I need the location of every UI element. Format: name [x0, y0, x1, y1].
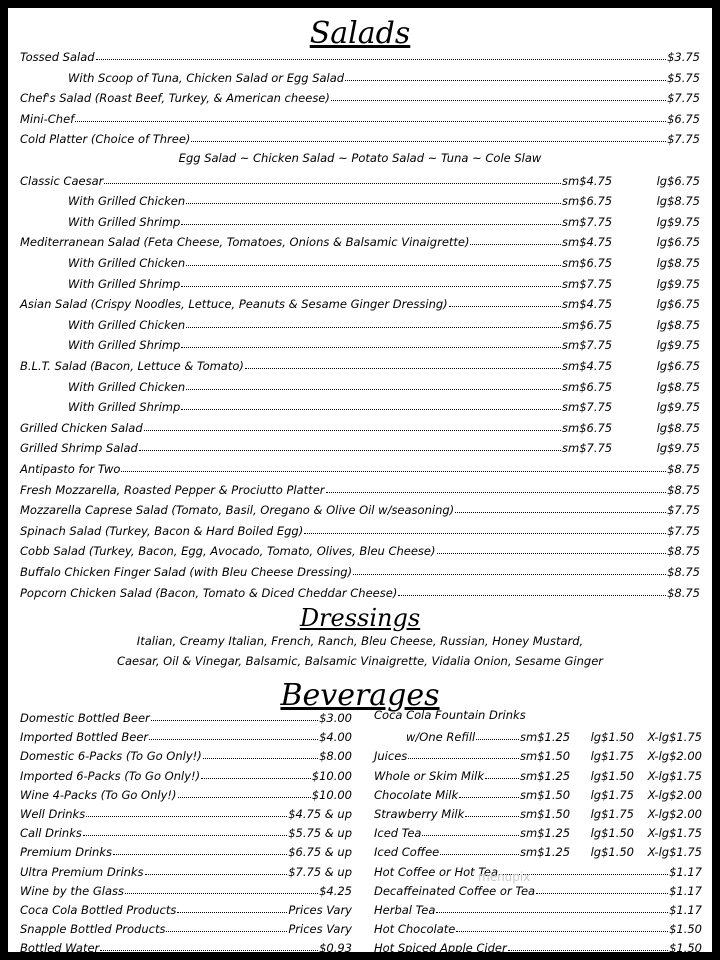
small-price: sm$4.75	[562, 173, 613, 188]
large-price: lg$1.75	[590, 787, 634, 802]
dot-leader	[331, 100, 666, 101]
small-price: sm$1.50	[520, 807, 571, 821]
xlarge-price: X-lg$1.75	[647, 826, 702, 841]
item-price: $10.00	[311, 787, 352, 802]
item-price: $1.50	[669, 941, 702, 956]
large-price: lg$9.75	[656, 441, 700, 456]
small-price: sm$7.75	[562, 441, 613, 456]
item-name: w/One Refill	[406, 730, 476, 745]
item-price: $8.75	[667, 462, 700, 476]
dot-leader	[149, 739, 318, 740]
small-price: sm$1.25	[520, 845, 571, 860]
large-price: lg$6.75	[656, 297, 700, 312]
large-price: lg$1.50	[590, 845, 634, 860]
dot-leader	[470, 244, 561, 245]
dot-leader	[326, 492, 667, 493]
item-name: Domestic Bottled Beer	[20, 711, 150, 725]
item-name: Whole or Skim Milk	[374, 768, 485, 783]
item-name: Imported Bottled Beer	[20, 730, 149, 745]
dot-leader	[436, 912, 668, 913]
dot-leader	[113, 854, 287, 855]
small-price: sm$7.75	[562, 400, 613, 415]
dressings-title: Dressings	[299, 604, 421, 632]
dot-leader	[398, 595, 666, 596]
dot-leader	[166, 931, 287, 932]
dot-leader	[86, 816, 287, 817]
item-price: $7.75	[667, 132, 700, 147]
item-name: With Grilled Shrimp	[68, 400, 181, 415]
beverage-row	[20, 859, 352, 879]
item-price: $7.75	[667, 91, 700, 106]
large-price: lg$8.75	[656, 379, 700, 394]
item-price: $10.00	[311, 768, 352, 783]
item-name: Mozzarella Caprese Salad (Tomato, Basil, Oregano & Olive Oil w/seasoning)	[20, 503, 455, 518]
small-price: sm$6.75	[562, 420, 613, 435]
beverage-row	[20, 935, 352, 955]
item-name: Grilled Chicken Salad	[20, 420, 143, 435]
item-name: Hot Chocolate	[374, 922, 456, 937]
sized-salad-row	[20, 188, 700, 208]
fountain-row	[374, 782, 702, 802]
large-price: lg$6.75	[656, 359, 700, 373]
small-price: sm$7.75	[562, 276, 613, 291]
item-name: Imported 6-Packs (To Go Only!)	[20, 768, 201, 783]
small-price: sm$1.50	[520, 749, 571, 764]
large-price: lg$1.75	[590, 749, 634, 764]
beverage-row	[20, 782, 352, 802]
item-name: Mini-Chef	[20, 111, 75, 126]
sized-salad-row	[20, 353, 700, 373]
dot-leader	[201, 778, 311, 779]
dot-leader	[304, 533, 666, 534]
large-price: lg$8.75	[656, 317, 700, 332]
large-price: lg$9.75	[656, 400, 700, 415]
beverage-row	[374, 859, 702, 879]
item-price: $1.17	[669, 883, 702, 898]
small-price: sm$1.25	[520, 768, 571, 783]
beverage-row	[20, 820, 352, 840]
small-price: sm$6.75	[562, 194, 613, 209]
xlarge-price: X-lg$1.75	[647, 768, 702, 783]
large-price: lg$8.75	[656, 420, 700, 435]
xlarge-price: X-lg$2.00	[647, 749, 702, 764]
small-price: sm$6.75	[562, 379, 613, 394]
small-price: sm$4.75	[562, 297, 613, 312]
dot-leader	[191, 141, 666, 142]
small-price: sm$7.75	[562, 338, 613, 353]
sized-salad-row	[20, 415, 700, 435]
salad-row	[20, 65, 700, 85]
sized-salad-row	[20, 435, 700, 455]
beverage-row	[20, 897, 352, 917]
large-price: lg$9.75	[656, 338, 700, 353]
dot-leader	[455, 512, 666, 513]
item-price: $3.00	[319, 711, 352, 725]
beverage-row	[374, 897, 702, 917]
beverage-row	[20, 916, 352, 936]
xlarge-price: X-lg$1.75	[647, 845, 702, 860]
large-price: lg$1.50	[590, 768, 634, 783]
small-price: sm$1.50	[520, 787, 571, 802]
fountain-row	[374, 820, 702, 840]
item-name: Hot Coffee or Hot Tea	[374, 864, 499, 879]
sized-salad-row	[20, 209, 700, 229]
sized-salad-row	[20, 394, 700, 414]
item-price: $4.75 & up	[288, 807, 352, 821]
item-name: Herbal Tea	[374, 903, 436, 917]
small-price: sm$1.25	[520, 730, 571, 745]
dot-leader	[145, 874, 288, 875]
item-name: With Grilled Shrimp	[68, 338, 181, 353]
dot-leader	[121, 471, 666, 472]
dot-leader	[456, 931, 668, 932]
item-name: With Grilled Shrimp	[68, 276, 181, 291]
item-name: Snapple Bottled Products	[20, 922, 166, 937]
salad-row	[20, 44, 700, 64]
item-name: Juices	[374, 749, 408, 764]
item-price: $4.00	[319, 730, 352, 745]
item-price: $6.75 & up	[288, 845, 352, 860]
large-price: lg$9.75	[656, 214, 700, 229]
item-name: Premium Drinks	[20, 845, 112, 860]
dot-leader	[104, 183, 561, 184]
salad-row	[20, 126, 700, 146]
beverage-row	[20, 743, 352, 763]
item-name: Bottled Water	[20, 941, 100, 956]
item-name: Coca Cola Bottled Products	[20, 903, 177, 917]
item-price: $8.75	[667, 544, 700, 559]
fountain-heading: Coca Cola Fountain Drinks	[374, 708, 526, 722]
dot-leader	[178, 797, 311, 798]
item-price: $7.75	[667, 523, 700, 538]
item-name: Cobb Salad (Turkey, Bacon, Egg, Avocado, Tomato, Olives, Bleu Cheese)	[20, 544, 436, 559]
dot-leader	[245, 368, 561, 369]
salad-row	[20, 456, 700, 476]
beverage-row	[20, 763, 352, 783]
item-price: $8.75	[667, 482, 700, 497]
sized-salad-row	[20, 250, 700, 270]
dot-leader	[485, 778, 519, 779]
small-price: sm$1.25	[520, 826, 571, 841]
item-name: Spinach Salad (Turkey, Bacon & Hard Boiled Egg)	[20, 523, 304, 538]
dot-leader	[177, 912, 287, 913]
item-name: Buffalo Chicken Finger Salad (with Bleu Cheese Dressing)	[20, 565, 353, 579]
large-price: lg$1.75	[590, 807, 634, 821]
item-price: $0.93	[319, 941, 352, 956]
item-price: Prices Vary	[288, 903, 352, 917]
item-name: Wine 4-Packs (To Go Only!)	[20, 787, 177, 802]
dot-leader	[422, 835, 519, 836]
item-price: $7.75 & up	[288, 864, 352, 879]
item-price: $7.75	[667, 503, 700, 518]
dot-leader	[186, 203, 561, 204]
salad-row	[20, 518, 700, 538]
item-name: Call Drinks	[20, 826, 82, 841]
cold-platter-choices: Egg Salad ~ Chicken Salad ~ Potato Salad ~ Tuna ~ Cole Slaw	[178, 151, 542, 165]
beverage-row	[20, 878, 352, 898]
large-price: lg$9.75	[656, 276, 700, 291]
item-name: Wine by the Glass	[20, 883, 125, 898]
item-name: Mediterranean Salad (Feta Cheese, Tomatoes, Onions & Balsamic Vinaigrette)	[20, 235, 470, 250]
item-name: B.L.T. Salad (Bacon, Lettuce & Tomato)	[20, 359, 244, 373]
large-price: lg$8.75	[656, 194, 700, 209]
beverages-title: Beverages	[280, 678, 440, 713]
dot-leader	[139, 450, 561, 451]
item-name: With Grilled Chicken	[68, 317, 186, 332]
dot-leader	[125, 893, 318, 894]
large-price: lg$1.50	[590, 826, 634, 841]
fountain-row	[374, 763, 702, 783]
small-price: sm$4.75	[562, 359, 613, 373]
item-price: $1.17	[669, 864, 702, 879]
sized-salad-row	[20, 271, 700, 291]
dot-leader	[181, 224, 561, 225]
small-price: sm$7.75	[562, 214, 613, 229]
item-name: With Grilled Chicken	[68, 379, 186, 394]
beverage-row	[20, 839, 352, 859]
small-price: sm$6.75	[562, 256, 613, 270]
item-name: Well Drinks	[20, 807, 86, 821]
item-name: Decaffeinated Coffee or Tea	[374, 883, 536, 898]
large-price: lg$6.75	[656, 235, 700, 250]
sized-salad-row	[20, 312, 700, 332]
xlarge-price: X-lg$2.00	[647, 787, 702, 802]
dot-leader	[83, 835, 287, 836]
large-price: lg$1.50	[590, 730, 634, 745]
small-price: sm$4.75	[562, 235, 613, 250]
dot-leader	[408, 758, 519, 759]
dressings-line-1: Italian, Creamy Italian, French, Ranch, Bleu Cheese, Russian, Honey Mustard,	[136, 634, 584, 648]
sized-salad-row	[20, 168, 700, 188]
dot-leader	[181, 347, 561, 348]
dot-leader	[465, 816, 519, 817]
beverage-row	[20, 801, 352, 821]
dot-leader	[203, 758, 318, 759]
item-price: $4.25	[319, 883, 352, 898]
sized-salad-row	[20, 374, 700, 394]
item-name: Asian Salad (Crispy Noodles, Lettuce, Peanuts & Sesame Ginger Dressing)	[20, 297, 448, 312]
salad-row	[20, 559, 700, 579]
item-price: $5.75 & up	[288, 826, 352, 841]
item-name: With Scoop of Tuna, Chicken Salad or Egg Salad	[68, 70, 345, 85]
large-price: lg$8.75	[656, 256, 700, 270]
large-price: lg$6.75	[656, 173, 700, 188]
dot-leader	[181, 286, 561, 287]
dot-leader	[437, 553, 667, 554]
item-name: Domestic 6-Packs (To Go Only!)	[20, 749, 202, 764]
xlarge-price: X-lg$2.00	[647, 807, 702, 821]
beverage-row	[374, 935, 702, 955]
salad-row	[20, 85, 700, 105]
salad-row	[20, 477, 700, 497]
beverage-row	[374, 878, 702, 898]
salad-row	[20, 106, 700, 126]
item-name: Classic Caesar	[20, 173, 104, 188]
salad-row	[20, 538, 700, 558]
dressings-line-2: Caesar, Oil & Vinegar, Balsamic, Balsamic Vinaigrette, Vidalia Onion, Sesame Ginger	[116, 654, 603, 668]
item-name: Iced Coffee	[374, 845, 440, 860]
item-name: Chocolate Milk	[374, 787, 459, 802]
dot-leader	[144, 430, 561, 431]
item-name: Iced Tea	[374, 826, 422, 841]
dot-leader	[476, 739, 519, 740]
fountain-row	[374, 801, 702, 821]
item-name: With Grilled Chicken	[68, 194, 186, 209]
item-price: $3.75	[667, 50, 700, 64]
dot-leader	[75, 121, 666, 122]
beverage-row	[20, 705, 352, 725]
fountain-row	[374, 743, 702, 763]
dot-leader	[536, 893, 668, 894]
item-name: Chef's Salad (Roast Beef, Turkey, & American cheese)	[20, 91, 330, 106]
dot-leader	[508, 950, 668, 951]
dot-leader	[100, 950, 318, 951]
item-name: Ultra Premium Drinks	[20, 864, 144, 879]
item-name: With Grilled Chicken	[68, 256, 186, 270]
fountain-row	[374, 839, 702, 859]
dot-leader	[345, 80, 666, 81]
sized-salad-row	[20, 229, 700, 249]
item-price: $8.75	[667, 585, 700, 600]
item-name: Hot Spiced Apple Cider	[374, 941, 507, 956]
item-name: Strawberry Milk	[374, 807, 465, 821]
dot-leader	[449, 306, 561, 307]
item-name: Grilled Shrimp Salad	[20, 441, 138, 456]
salad-row	[20, 497, 700, 517]
salad-row	[20, 580, 700, 600]
item-name: With Grilled Shrimp	[68, 214, 181, 229]
dot-leader	[186, 265, 561, 266]
fountain-row	[374, 724, 702, 744]
item-name: Popcorn Chicken Salad (Bacon, Tomato & Diced Cheddar Cheese)	[20, 585, 398, 600]
item-price: $6.75	[667, 111, 700, 126]
item-price: $1.17	[669, 903, 702, 917]
dot-leader	[353, 574, 666, 575]
dot-leader	[186, 389, 561, 390]
item-price: $8.00	[319, 749, 352, 764]
menu-page	[6, 6, 714, 954]
salads-title: Salads	[309, 16, 411, 51]
dot-leader	[96, 59, 667, 60]
item-name: Fresh Mozzarella, Roasted Pepper & Prociutto Platter	[20, 482, 325, 497]
watermark: menupix	[478, 870, 531, 884]
beverage-row	[20, 724, 352, 744]
dot-leader	[186, 327, 561, 328]
item-name: Antipasto for Two	[20, 462, 121, 476]
item-price: $8.75	[667, 565, 700, 579]
item-price: $1.50	[669, 922, 702, 937]
small-price: sm$6.75	[562, 317, 613, 332]
xlarge-price: X-lg$1.75	[647, 730, 702, 745]
sized-salad-row	[20, 291, 700, 311]
dot-leader	[151, 720, 318, 721]
dot-leader	[181, 409, 561, 410]
item-name: Tossed Salad	[20, 50, 95, 64]
item-name: Cold Platter (Choice of Three)	[20, 132, 191, 147]
dot-leader	[459, 797, 519, 798]
beverage-row	[374, 916, 702, 936]
dot-leader	[440, 854, 519, 855]
item-price: Prices Vary	[288, 922, 352, 937]
sized-salad-row	[20, 332, 700, 352]
item-price: $5.75	[667, 70, 700, 85]
